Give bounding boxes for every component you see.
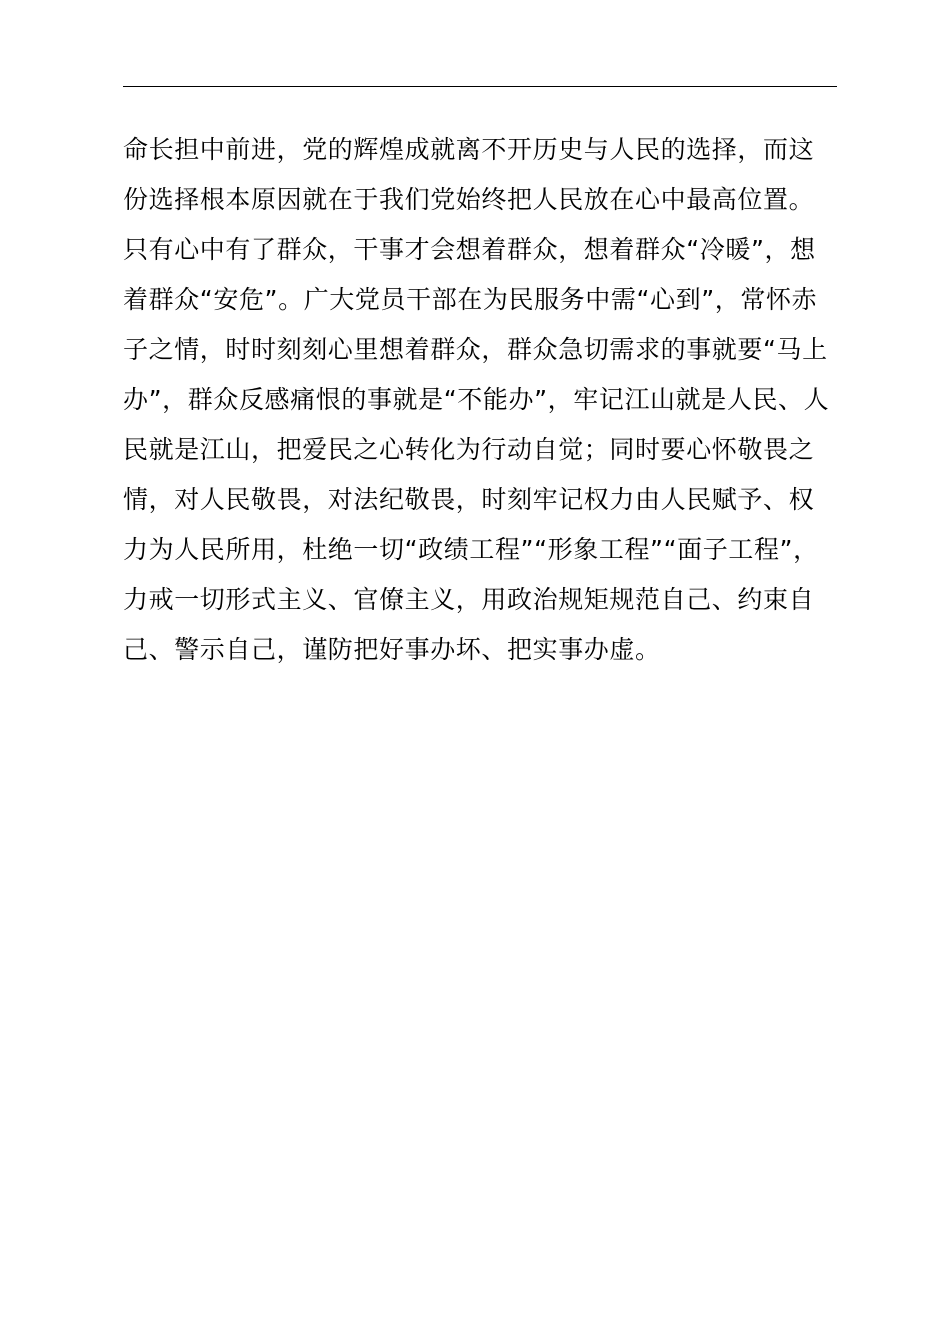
paragraph-line: 着群众“安危”。广大党员干部在为民服务中需“心到”，常怀赤 bbox=[123, 285, 818, 314]
paragraph-line: 民就是江山，把爱民之心转化为行动自觉；同时要心怀敬畏之 bbox=[123, 435, 815, 464]
paragraph-line: 力为人民所用，杜绝一切“政绩工程”“形象工程”“面子工程”， bbox=[123, 535, 819, 564]
paragraph-line: 办”，群众反感痛恨的事就是“不能办”，牢记江山就是人民、人 bbox=[123, 385, 830, 414]
paragraph-line: 命长担中前进，党的辉煌成就离不开历史与人民的选择，而这 bbox=[123, 135, 815, 164]
paragraph-line: 己、警示自己，谨防把好事办坏、把实事办虚。 bbox=[123, 635, 661, 664]
paragraph-line: 情，对人民敬畏，对法纪敬畏，时刻牢记权力由人民赋予、权 bbox=[123, 485, 815, 514]
paragraph-line: 子之情，时时刻刻心里想着群众，群众急切需求的事就要“马上 bbox=[123, 335, 828, 364]
paragraph-line: 只有心中有了群众，干事才会想着群众，想着群众“冷暖”，想 bbox=[123, 235, 816, 264]
body-paragraph bbox=[123, 125, 843, 675]
paragraph-line: 份选择根本原因就在于我们党始终把人民放在心中最高位置。 bbox=[123, 185, 815, 214]
header-rule bbox=[123, 86, 837, 87]
paragraph-line: 力戒一切形式主义、官僚主义，用政治规矩规范自己、约束自 bbox=[123, 585, 815, 614]
